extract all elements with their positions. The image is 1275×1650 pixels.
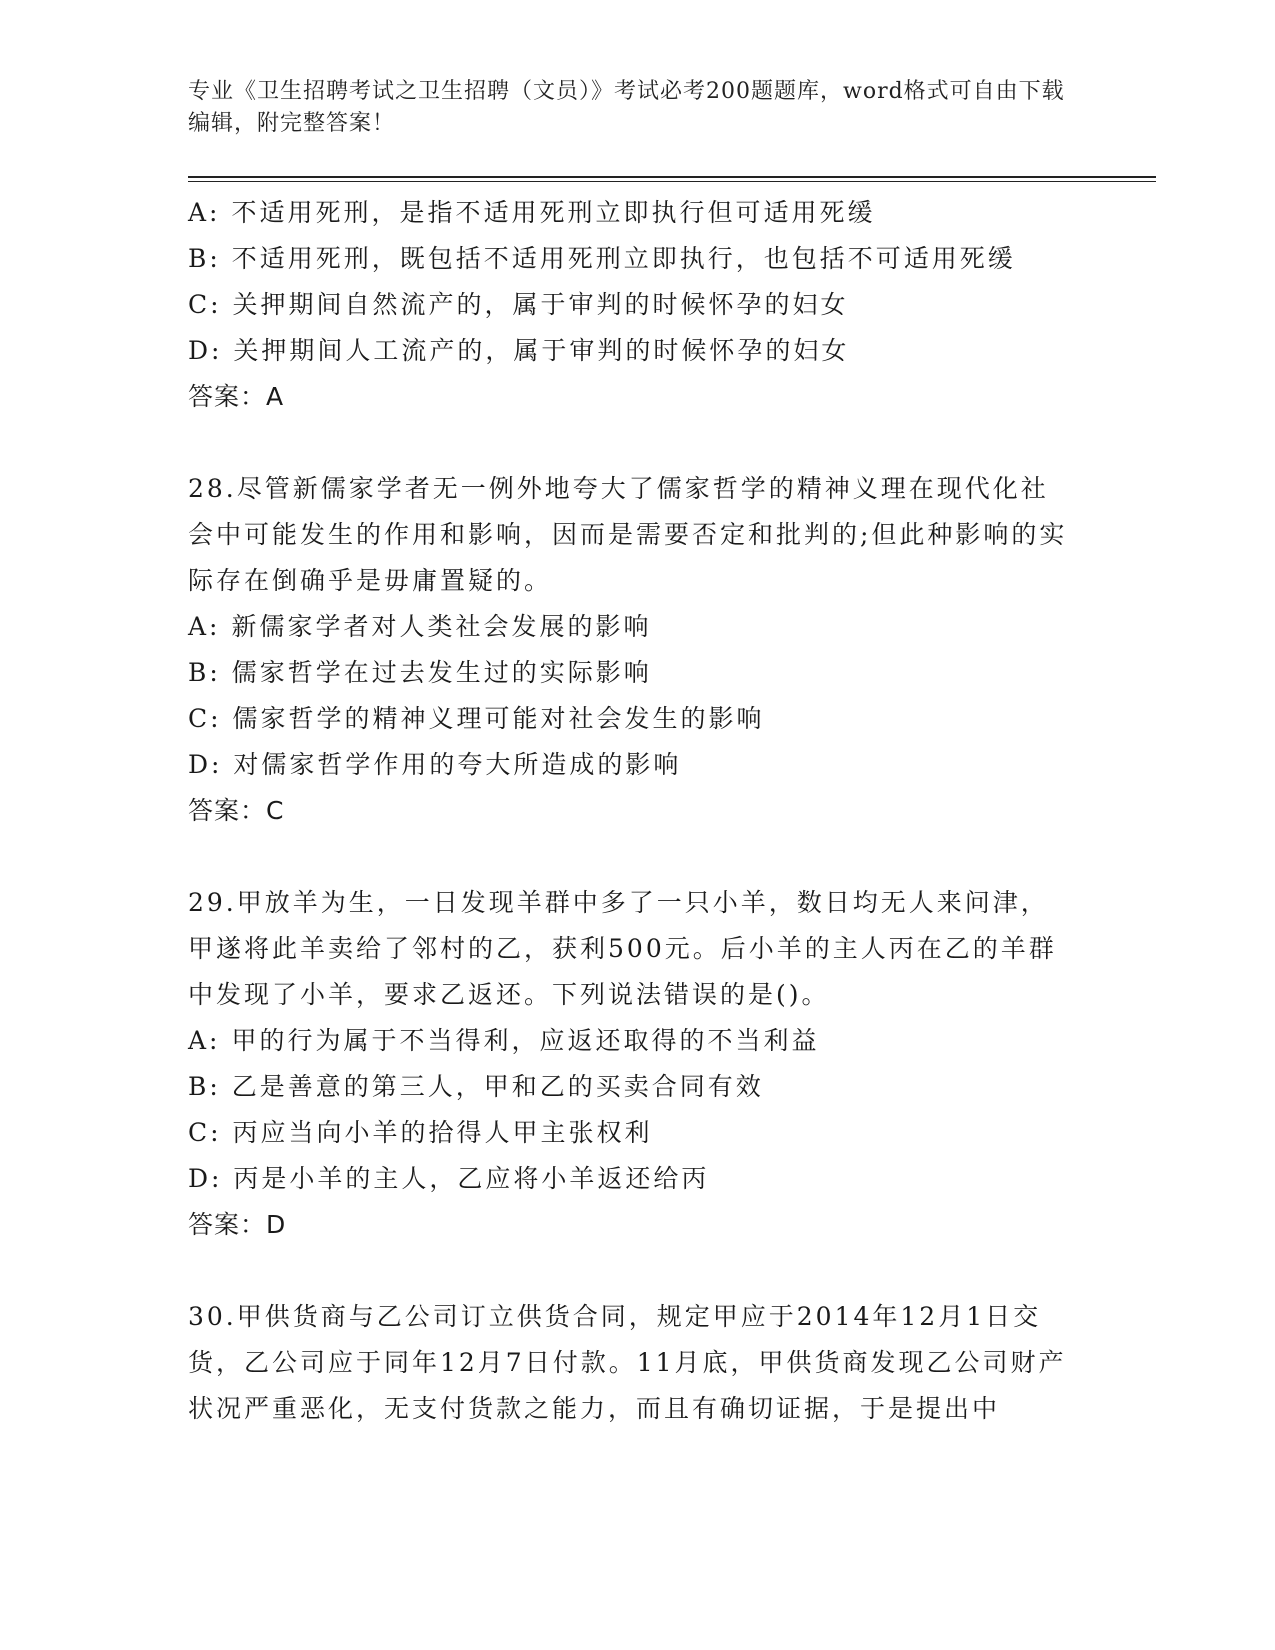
option-label: D:: [188, 1164, 223, 1193]
spacer: [188, 420, 1088, 466]
option-text: 丙应当向小羊的拾得人甲主张权利: [232, 1118, 653, 1147]
option-a: [188, 190, 1088, 236]
question-stem: 28.尽管新儒家学者无一例外地夸大了儒家哲学的精神义理在现代化社会中可能发生的作用和影响，因而是需要否定和批判的;但此种影响的实际存在倒确乎是毋庸置疑的。: [188, 474, 1068, 595]
option-text: 儒家哲学的精神义理可能对社会发生的影响: [232, 704, 765, 733]
option-text: 甲的行为属于不当得利，应返还取得的不当利益: [231, 1026, 820, 1055]
question-29: [188, 880, 1088, 1248]
option-c: [188, 696, 1088, 742]
option-a: [188, 1018, 1088, 1064]
document-body: [188, 190, 1088, 1432]
option-label: C:: [188, 1118, 222, 1147]
answer-line: 答案：A: [188, 382, 285, 411]
option-label: A:: [188, 198, 221, 227]
question-stem: 29.甲放羊为生，一日发现羊群中多了一只小羊，数日均无人来问津，甲遂将此羊卖给了邻村的乙，获利500元。后小羊的主人丙在乙的羊群中发现了小羊，要求乙返还。下列说法错误的是()。: [188, 888, 1057, 1009]
option-d: [188, 1156, 1088, 1202]
option-d: [188, 742, 1088, 788]
option-b: [188, 650, 1088, 696]
option-text: 不适用死刑，既包括不适用死刑立即执行，也包括不可适用死缓: [231, 244, 1016, 273]
question-28: [188, 466, 1088, 834]
header-rule-thick: [188, 176, 1156, 178]
question-stem: 30.甲供货商与乙公司订立供货合同，规定甲应于2014年12月1日交货，乙公司应于同年12月7日付款。11月底，甲供货商发现乙公司财产状况严重恶化，无支付货款之能力，而且有确切证据，于是提出中: [188, 1302, 1067, 1423]
option-text: 关押期间人工流产的，属于审判的时候怀孕的妇女: [233, 336, 850, 365]
option-text: 丙是小羊的主人，乙应将小羊返还给丙: [233, 1164, 710, 1193]
option-label: C:: [188, 290, 222, 319]
option-a: [188, 604, 1088, 650]
question-30: [188, 1294, 1088, 1432]
option-b: [188, 236, 1088, 282]
option-text: 关押期间自然流产的，属于审判的时候怀孕的妇女: [232, 290, 849, 319]
document-header: 专业《卫生招聘考试之卫生招聘（文员）》考试必考200题题库，word格式可自由下载编辑，附完整答案！: [188, 79, 1065, 136]
option-text: 对儒家哲学作用的夸大所造成的影响: [233, 750, 682, 779]
option-text: 不适用死刑，是指不适用死刑立即执行但可适用死缓: [231, 198, 876, 227]
option-text: 乙是善意的第三人，甲和乙的买卖合同有效: [231, 1072, 764, 1101]
option-b: [188, 1064, 1088, 1110]
option-label: A:: [188, 1026, 221, 1055]
option-label: D:: [188, 336, 223, 365]
answer-line: 答案：D: [188, 1210, 287, 1239]
option-label: B:: [188, 244, 221, 273]
spacer: [188, 1248, 1088, 1294]
header-rule-thin: [188, 181, 1156, 182]
option-d: [188, 328, 1088, 374]
option-label: B:: [188, 658, 221, 687]
option-c: [188, 282, 1088, 328]
option-label: B:: [188, 1072, 221, 1101]
option-text: 新儒家学者对人类社会发展的影响: [231, 612, 652, 641]
spacer: [188, 834, 1088, 880]
option-label: D:: [188, 750, 223, 779]
question-27-continuation: [188, 190, 1088, 420]
option-c: [188, 1110, 1088, 1156]
answer-line: 答案：C: [188, 796, 285, 825]
option-label: C:: [188, 704, 222, 733]
option-text: 儒家哲学在过去发生过的实际影响: [231, 658, 652, 687]
option-label: A:: [188, 612, 221, 641]
